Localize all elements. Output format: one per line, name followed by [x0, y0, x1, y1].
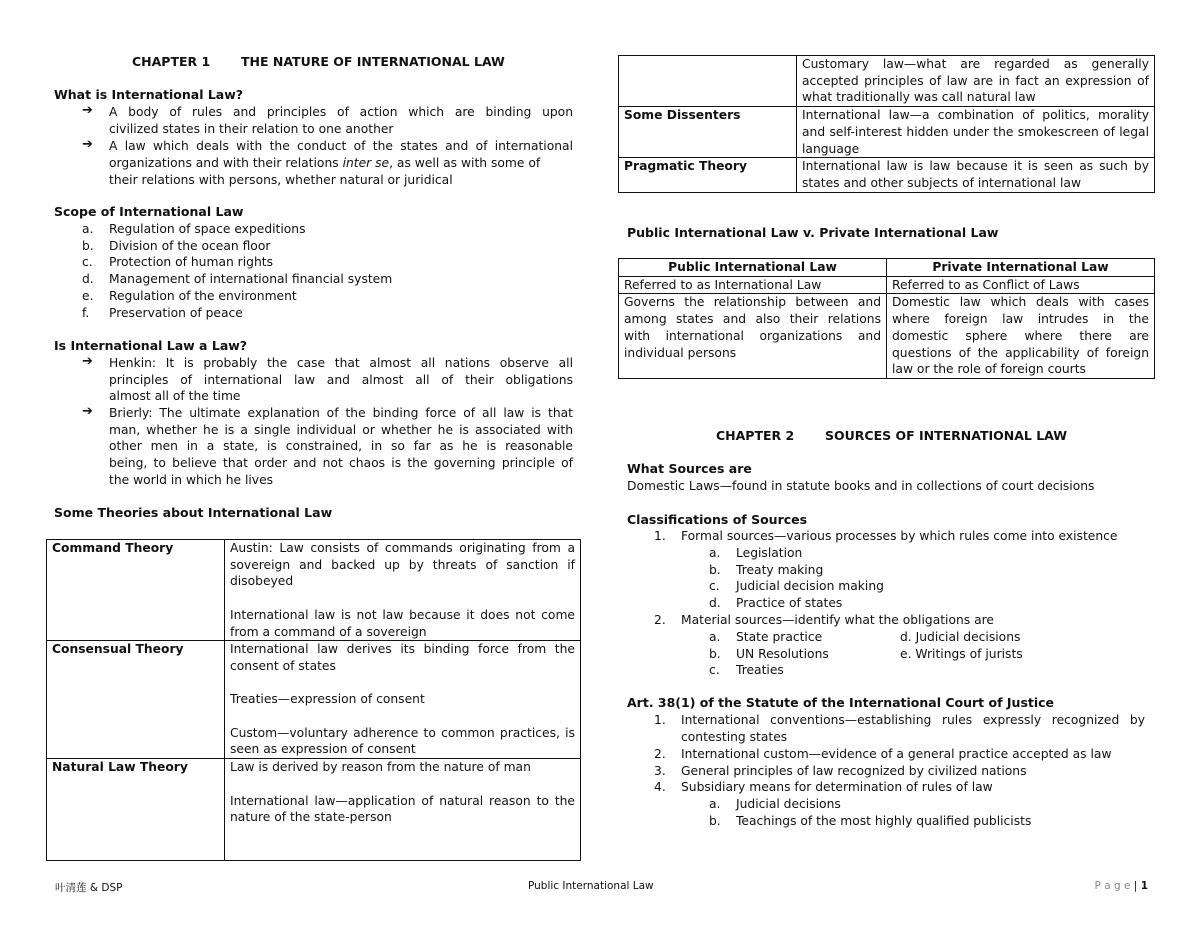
sub-item: d. Judicial decisions	[900, 630, 1021, 644]
material-sources: Material sources—identify what the obligations are	[681, 613, 994, 627]
is-law-heading: Is International Law a Law?	[54, 338, 248, 353]
table-cell: Governs the relationship between and among states and also their relations with international organizations and individual persons	[619, 294, 887, 379]
art38-item: Subsidiary means for determination of rules of law	[681, 780, 993, 794]
sub-item: Teachings of the most highly qualified publicists	[736, 813, 1032, 828]
formal-sources: Formal sources—various processes by which rules come into existence	[681, 529, 1118, 543]
material-marker: 2.	[654, 613, 666, 627]
brierly-line: other men in a state, is constrained, in so far as he is reasonable	[109, 439, 573, 454]
theory-name: Natural Law Theory	[47, 759, 225, 861]
footer-page: P a g e | 1	[1094, 880, 1148, 892]
scope-marker: b.	[82, 238, 94, 253]
pil-vs-pvt-heading: Public International Law v. Private International Law	[627, 225, 999, 240]
table-cell: Referred to as Conflict of Laws	[887, 276, 1155, 294]
table-header-row	[619, 259, 1155, 277]
footer-authors: 叶清莲 & DSP	[55, 882, 123, 894]
table-row	[619, 158, 1155, 192]
theory-description: Austin: Law consists of commands originating from a sovereign and backed up by threats of sanction if disobeyed International law is not law because it does not come from a command of a sovereign	[225, 540, 581, 641]
scope-marker: c.	[82, 255, 93, 270]
theory-name: Consensual Theory	[47, 641, 225, 759]
art38-marker: 3.	[654, 764, 666, 778]
classifications-heading: Classifications of Sources	[627, 512, 808, 527]
scope-marker: f.	[82, 305, 90, 320]
arrow-bullet-icon: ➔	[82, 103, 93, 118]
scope-heading: Scope of International Law	[54, 204, 244, 219]
scope-marker: a.	[82, 222, 94, 236]
what-is-item2-line2: organizations and with their relations inter se, as well as with some of	[109, 156, 541, 170]
page-label: P a g e	[1094, 880, 1131, 892]
what-is-heading: What is International Law?	[54, 87, 244, 102]
table-row	[47, 759, 581, 861]
art38-marker: 4.	[654, 780, 666, 794]
table-row	[619, 276, 1155, 294]
sub-marker: c.	[709, 663, 720, 678]
column-header-private: Private International Law	[887, 259, 1155, 277]
theory-name: Command Theory	[47, 540, 225, 641]
theories-heading: Some Theories about International Law	[54, 505, 333, 520]
art38-item: International custom—evidence of a general practice accepted as law	[681, 747, 1112, 761]
chapter1-title: THE NATURE OF INTERNATIONAL LAW	[241, 54, 505, 69]
henkin-line: almost all of the time	[109, 389, 241, 404]
sub-marker: b.	[709, 562, 721, 577]
sub-item: e. Writings of jurists	[900, 646, 1023, 661]
arrow-bullet-icon: ➔	[82, 404, 93, 419]
theory-name: Pragmatic Theory	[619, 158, 797, 192]
chapter2-number: CHAPTER 2	[716, 428, 795, 443]
what-sources-heading: What Sources are	[627, 461, 752, 476]
art38-heading: Art. 38(1) of the Statute of the International Court of Justice	[627, 695, 1055, 710]
what-is-item1-line1: A body of rules and principles of action which are binding upon	[109, 105, 573, 119]
theory-name: Some Dissenters	[619, 107, 797, 158]
table-row	[619, 56, 1155, 107]
brierly-line: being, to believe that order and not chaos is the governing principle of	[109, 456, 573, 471]
what-sources-text: Domestic Laws—found in statute books and in collections of court decisions	[627, 479, 1095, 493]
page-number: 1	[1140, 880, 1148, 892]
henkin-line: Henkin: It is probably the case that almost all nations observe all	[109, 356, 573, 370]
arrow-bullet-icon: ➔	[82, 354, 93, 369]
art38-item: contesting states	[681, 730, 788, 744]
table-row	[619, 294, 1155, 379]
scope-item: Preservation of peace	[109, 305, 243, 320]
art38-item: General principles of law recognized by civilized nations	[681, 764, 1027, 778]
scope-marker: e.	[82, 288, 94, 303]
scope-marker: d.	[82, 272, 94, 287]
table-row	[47, 641, 581, 759]
table-cell: Referred to as International Law	[619, 276, 887, 294]
theory-description: International law is law because it is seen as such by states and other subjects of international law	[797, 158, 1155, 192]
scope-item: Division of the ocean floor	[109, 238, 271, 253]
column-header-public: Public International Law	[619, 259, 887, 277]
table-row	[619, 107, 1155, 158]
sub-item: Treaties	[736, 663, 784, 678]
art38-marker: 2.	[654, 747, 666, 761]
scope-item: Protection of human rights	[109, 255, 273, 270]
sub-marker: a.	[709, 546, 721, 560]
chapter2-title: SOURCES OF INTERNATIONAL LAW	[825, 428, 1068, 443]
footer-title: Public International Law	[528, 880, 654, 892]
formal-marker: 1.	[654, 529, 666, 543]
sub-marker: b.	[709, 646, 721, 661]
art38-item: International conventions—establishing rules expressly recognized by	[681, 713, 1145, 727]
theory-description: Law is derived by reason from the nature of man International law—application of natural reason to the nature of the state-person	[225, 759, 581, 861]
theory-description: International law—a combination of politics, morality and self-interest hidden under the smokescreen of legal language	[797, 107, 1155, 158]
what-is-item2-line3: their relations with persons, whether natural or juridical	[109, 173, 453, 187]
scope-item: Regulation of the environment	[109, 288, 297, 303]
sub-item: Judicial decisions	[736, 797, 841, 811]
arrow-bullet-icon: ➔	[82, 137, 93, 152]
brierly-line: Brierly: The ultimate explanation of the binding force of all law is that	[109, 406, 573, 420]
sub-item: State practice	[736, 630, 823, 644]
sub-item: Practice of states	[736, 596, 843, 611]
theories-table-continued	[618, 55, 1155, 193]
table-row	[47, 540, 581, 641]
what-is-item1-line2: civilized states in their relation to one another	[109, 122, 394, 136]
sub-marker: a.	[709, 797, 721, 811]
theory-name	[619, 56, 797, 107]
brierly-line: the world in which he lives	[109, 472, 274, 487]
scope-item: Management of international financial system	[109, 272, 393, 287]
pil-comparison-table	[618, 258, 1155, 379]
sub-item: UN Resolutions	[736, 646, 829, 661]
chapter1-number: CHAPTER 1	[132, 54, 211, 69]
theory-description: International law derives its binding force from the consent of states Treaties—expression of consent Custom—voluntary adherence to common practices, is seen as expression of consent	[225, 641, 581, 759]
theory-description: Customary law—what are regarded as generally accepted principles of law are in fact an expression of what traditionally was call natural law	[797, 56, 1155, 107]
sub-item: Legislation	[736, 546, 803, 560]
sub-marker: d.	[709, 596, 721, 611]
table-cell: Domestic law which deals with cases where foreign law intrudes in the domestic sphere where there are questions of the applicability of foreign law or the role of foreign courts	[887, 294, 1155, 379]
scope-item: Regulation of space expeditions	[109, 222, 306, 236]
sub-marker: a.	[709, 630, 721, 644]
theories-table	[46, 539, 581, 861]
sub-item: Treaty making	[736, 562, 824, 577]
henkin-line: principles of international law and almost all of their obligations	[109, 372, 573, 387]
what-is-item2-line1: A law which deals with the conduct of the states and of international	[109, 139, 573, 153]
sub-item: Judicial decision making	[736, 579, 884, 594]
sub-marker: c.	[709, 579, 720, 594]
art38-marker: 1.	[654, 713, 666, 727]
sub-marker: b.	[709, 813, 721, 828]
brierly-line: man, whether he is a single individual or whether he is associated with	[109, 422, 573, 437]
